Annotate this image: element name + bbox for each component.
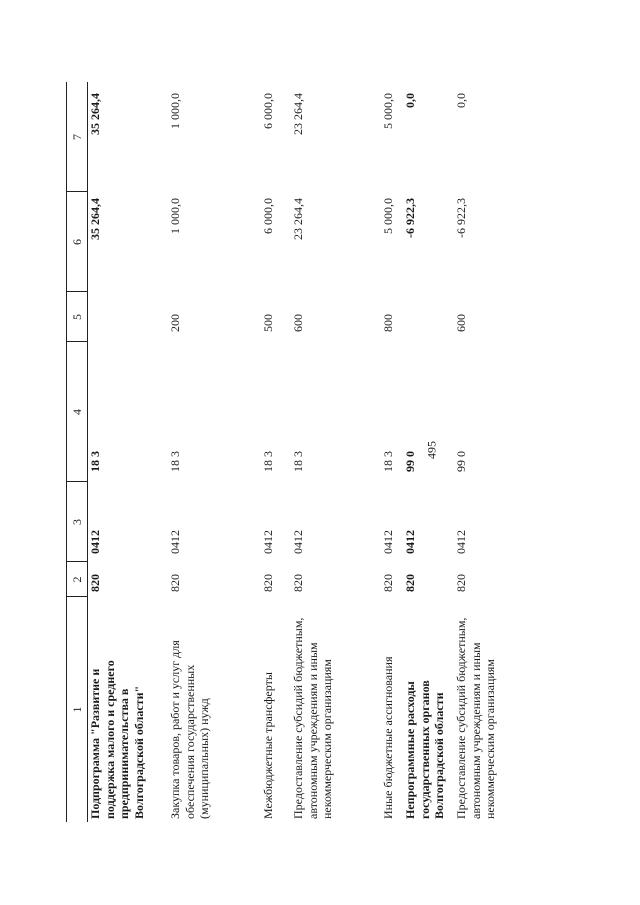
table-header: [66, 82, 88, 822]
row-expense-type: 800: [381, 314, 395, 332]
row-amount-changed: 35 264,4: [88, 198, 102, 240]
row-amount-changed: 23 264,4: [291, 198, 305, 240]
row-section-code: 0412: [88, 530, 102, 554]
row-ministry-code: 820: [261, 574, 275, 592]
row-expense-type: 200: [168, 314, 182, 332]
row-ministry-code: 820: [88, 574, 102, 592]
row-target-code: 18 3: [381, 451, 395, 472]
row-name: Предоставление субсидий бюджетным, автономным учреждениям и иным некоммерческим организациям: [291, 617, 335, 819]
row-name: Непрограммные расходы государственных органов Волгоградской области: [403, 680, 447, 819]
row-ministry-code: 820: [381, 574, 395, 592]
row-section-code: 0412: [168, 530, 182, 554]
row-amount-total: 5 000,0: [381, 93, 395, 129]
row-amount-total: 0,0: [403, 93, 417, 108]
header-col-2: 2: [70, 576, 84, 583]
row-name: Закупка товаров, работ и услуг для обеспечения государственных (муниципальных) нужд: [168, 640, 212, 819]
row-target-code: 18 3: [168, 451, 182, 472]
row-name: Предоставление субсидий бюджетным, автономным учреждениям и иным некоммерческим организациям: [454, 617, 498, 819]
header-col-5: 5: [70, 314, 84, 320]
row-ministry-code: 820: [168, 574, 182, 592]
row-name: Иные бюджетные ассигнования: [381, 656, 395, 819]
header-col-3: 3: [70, 519, 84, 525]
row-amount-changed: 5 000,0: [381, 198, 395, 234]
row-section-code: 0412: [403, 530, 417, 554]
row-ministry-code: 820: [291, 574, 305, 592]
row-target-code: 99 0: [454, 451, 468, 472]
row-amount-total: 1 000,0: [168, 93, 182, 129]
row-amount-total: 23 264,4: [291, 93, 305, 135]
row-amount-changed: 6 000,0: [261, 198, 275, 234]
header-col-6: 6: [70, 239, 84, 245]
row-section-code: 0412: [381, 530, 395, 554]
row-section-code: 0412: [261, 530, 275, 554]
header-col-7: 7: [70, 134, 84, 140]
header-col-1: 1: [70, 706, 84, 713]
row-expense-type: 600: [454, 314, 468, 332]
row-amount-changed: -6 922,3: [403, 198, 417, 238]
row-section-code: 0412: [454, 530, 468, 554]
row-expense-type: 500: [261, 314, 275, 332]
row-amount-changed: 1 000,0: [168, 198, 182, 234]
row-ministry-code: 820: [403, 574, 417, 592]
row-amount-total: 35 264,4: [88, 93, 102, 135]
row-expense-type: 600: [291, 314, 305, 332]
row-name: Межбюджетные трансферты: [261, 672, 275, 819]
page-number: 495: [424, 441, 439, 459]
header-col-4: 4: [70, 409, 84, 415]
row-amount-total: 6 000,0: [261, 93, 275, 129]
row-section-code: 0412: [291, 530, 305, 554]
row-target-code: 18 3: [261, 451, 275, 472]
row-target-code: 18 3: [88, 451, 102, 472]
row-name: Подпрограмма "Развитие и поддержка малого и среднего предпринимательства в Волгоградской области": [88, 660, 146, 819]
row-target-code: 99 0: [403, 451, 417, 472]
row-target-code: 18 3: [291, 451, 305, 472]
row-ministry-code: 820: [454, 574, 468, 592]
row-amount-total: 0,0: [454, 93, 468, 108]
row-amount-changed: -6 922,3: [454, 198, 468, 238]
budget-table: [66, 82, 526, 822]
